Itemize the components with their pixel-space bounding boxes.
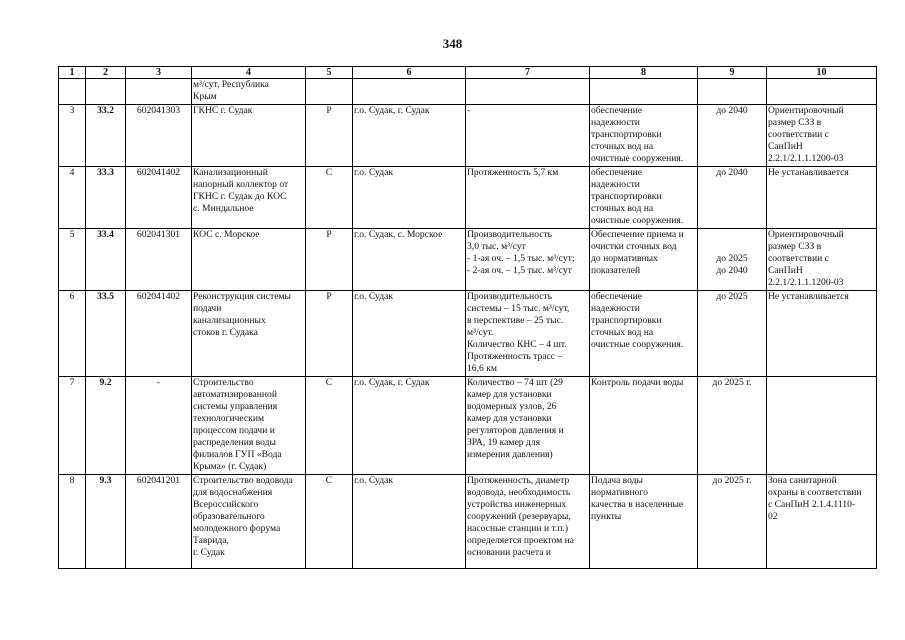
column-header-1: 1 (59, 67, 86, 79)
column-header-8: 8 (590, 67, 698, 79)
cell-line: Ориентировочный (768, 229, 844, 240)
characteristics-cell (466, 291, 590, 377)
location-cell (353, 105, 466, 167)
planning-table (58, 66, 877, 569)
term-cell (698, 229, 767, 291)
table-body (59, 79, 877, 569)
cell-line: подачи (193, 303, 222, 314)
cell-line: г.о. Судак (354, 475, 393, 486)
table-row (59, 475, 877, 569)
cell-line: до 2040 (716, 265, 748, 276)
row-number-cell: 5 (59, 229, 86, 291)
characteristics-cell (466, 377, 590, 475)
cell-line: транспортировки (591, 315, 662, 326)
object-code-cell: 602041402 (126, 167, 192, 229)
cell-line: измерения давления) (467, 449, 553, 460)
row-number-cell: 7 (59, 377, 86, 475)
cell-line: транспортировки (591, 129, 662, 140)
cell-line: 16,6 км (467, 363, 497, 374)
cell-line: соответствии с (768, 129, 829, 140)
cell-line: до нормативных (591, 253, 658, 264)
cell-line: до 2040 (716, 167, 748, 178)
cell-line: с СанПиН 2.1.4.1110- (768, 499, 856, 510)
cell-line: напорный коллектор от (193, 179, 289, 190)
cell-line: Крыма» (г. Судак) (193, 461, 267, 472)
cell-line: Производительность (467, 291, 553, 302)
cell-line: до 2040 (716, 105, 748, 116)
cell-line: канализационных (193, 315, 266, 326)
cell-line: водовода, необходимость (467, 487, 571, 498)
cell-line: Количество КНС – 4 шт. (467, 339, 567, 350)
cell-line: насосные станции и т.п.) (467, 523, 569, 534)
status-type-cell: Р (306, 105, 353, 167)
cell-line: г.о. Судак, г. Судак (354, 105, 430, 116)
cell-line: Строительство (193, 377, 254, 388)
cell-line: - (467, 105, 471, 116)
purpose-cell (590, 167, 698, 229)
cell-line: очистные сооружения. (591, 215, 684, 226)
cell-line: определяется проектом на (467, 535, 575, 546)
cell-line: до 2025 (716, 291, 748, 302)
cell-line: г. Судак (193, 547, 225, 558)
purpose-cell (590, 105, 698, 167)
cell-line: Количество – 74 шт (29 (467, 377, 563, 388)
status-type-cell: С (306, 377, 353, 475)
cell-line: СанПиН (768, 265, 803, 276)
cell-line: охраны в соответствии (768, 487, 862, 498)
object-name-cell (192, 475, 306, 569)
cell-line: обеспечение (591, 291, 643, 302)
purpose-cell (590, 291, 698, 377)
column-header-2: 2 (86, 67, 126, 79)
cell-line: г.о. Судак (354, 291, 393, 302)
page-number: 348 (442, 36, 463, 51)
object-name-cell (192, 105, 306, 167)
cell-line: технологическим (193, 413, 265, 424)
purpose-cell (590, 475, 698, 569)
cell-line: молодежного форума (193, 523, 281, 534)
term-cell (698, 167, 767, 229)
cell-line: очистные сооружения. (591, 339, 684, 350)
cell-line: Не устанавливается (768, 167, 849, 178)
header-row (59, 67, 877, 79)
cell-line: распределения воды (193, 437, 276, 448)
row-number-cell: 6 (59, 291, 86, 377)
cell-line: ГКНС г. Судак до КОС (193, 191, 287, 202)
cell-line: Зона санитарной (768, 475, 837, 486)
location-cell (353, 377, 466, 475)
cell-line: Реконструкция системы (193, 291, 291, 302)
cell-line: образовательного (193, 511, 265, 522)
subsection-cell: 33.4 (86, 229, 126, 291)
column-header-5: 5 (306, 67, 353, 79)
cell-line: м³/сут. (467, 327, 494, 338)
purpose-cell (590, 229, 698, 291)
location-cell (353, 475, 466, 569)
cell-line: камер для установки (467, 413, 552, 424)
object-code-cell: 602041402 (126, 291, 192, 377)
term-cell (698, 377, 767, 475)
cell-line: КОС с. Морское (193, 229, 260, 240)
cell-line: сточных вод на (591, 141, 654, 152)
zone-cell (767, 377, 877, 475)
cell-line: транспортировки (591, 191, 662, 202)
cell-line: Таврида, (193, 535, 229, 546)
location-cell (353, 229, 466, 291)
object-code-cell: - (126, 377, 192, 475)
purpose-cell (590, 377, 698, 475)
cell-line: обеспечение (591, 167, 643, 178)
cell-line: Протяженность, диаметр (467, 475, 570, 486)
characteristics-cell (466, 105, 590, 167)
cell-line: 3,0 тыс. м³/сут (467, 241, 526, 252)
cell-line (699, 229, 765, 241)
cell-line: очистки сточных вод (591, 241, 677, 252)
cell-line: нормативного (591, 487, 648, 498)
zone-cell (767, 475, 877, 569)
cell-line: Обеспечение приема и (591, 229, 684, 240)
cell-line: стоков г. Судака (193, 327, 258, 338)
cell-line: пункты (591, 511, 622, 522)
cell-line: обеспечение (591, 105, 643, 116)
cell-line: сточных вод на (591, 327, 654, 338)
cell-line: сточных вод на (591, 203, 654, 214)
object-name-cell (192, 377, 306, 475)
cell-line: Не устанавливается (768, 291, 849, 302)
column-header-7: 7 (466, 67, 590, 79)
cell-line: до 2025 г. (712, 475, 752, 486)
location-cell (353, 167, 466, 229)
cell-line: соответствии с (768, 253, 829, 264)
status-type-cell: Р (306, 291, 353, 377)
zone-cell (767, 291, 877, 377)
object-name-cell (192, 167, 306, 229)
cell-line: СанПиН (768, 141, 803, 152)
cell-line: качества в населенные (591, 499, 684, 510)
cell-line: системы управления (193, 401, 278, 412)
cell-line: г.о. Судак, с. Морское (354, 229, 443, 240)
object-name-cell (192, 291, 306, 377)
cell-line: надежности (591, 117, 640, 128)
cell-line: основании расчета и (467, 547, 551, 558)
characteristics-cell (466, 475, 590, 569)
subsection-cell: 9.2 (86, 377, 126, 475)
characteristics-cell (466, 167, 590, 229)
cell-line: сооружений (резервуары, (467, 511, 571, 522)
zone-cell (767, 167, 877, 229)
cell-line: Подача воды (591, 475, 643, 486)
cell-line: г.о. Судак, г. Судак (354, 377, 430, 388)
cell-line: надежности (591, 179, 640, 190)
cell-line: водомерных узлов, 26 (467, 401, 557, 412)
cell-line: до 2025 (716, 253, 748, 264)
cell-line: автоматизированной (193, 389, 277, 400)
table-row (59, 377, 877, 475)
subsection-cell: 33.3 (86, 167, 126, 229)
cell-line: 2.2.1/2.1.1.1200-03 (768, 153, 844, 164)
row-number-cell: 3 (59, 105, 86, 167)
object-name-cell (192, 229, 306, 291)
continuation-name-cell (192, 79, 306, 105)
column-header-10: 10 (767, 67, 877, 79)
table-row (59, 229, 877, 291)
cell-line: г.о. Судак (354, 167, 393, 178)
table-row (59, 105, 877, 167)
zone-cell (767, 229, 877, 291)
object-code-cell: 602041301 (126, 229, 192, 291)
status-type-cell: Р (306, 229, 353, 291)
cell-line: Производительность (467, 229, 553, 240)
cell-line: Крым (193, 91, 217, 102)
subsection-cell: 33.5 (86, 291, 126, 377)
cell-line: показателей (591, 265, 641, 276)
cell-line: - 2-ая оч. – 1,5 тыс. м³/сут (467, 265, 572, 276)
status-type-cell: С (306, 167, 353, 229)
cell-line: камер для установки (467, 389, 552, 400)
location-cell (353, 291, 466, 377)
term-cell (698, 105, 767, 167)
cell-line: 02 (768, 511, 778, 522)
subsection-cell: 9.3 (86, 475, 126, 569)
characteristics-cell (466, 229, 590, 291)
cell-line (768, 377, 875, 389)
cell-line: размер СЗЗ в (768, 241, 822, 252)
term-cell (698, 291, 767, 377)
cell-line: ЗРА, 19 камер для (467, 437, 541, 448)
table-row (59, 291, 877, 377)
row-number-cell: 4 (59, 167, 86, 229)
cell-line: системы – 15 тыс. м³/сут, (467, 303, 570, 314)
column-header-3: 3 (126, 67, 192, 79)
cell-line: процессом подачи и (193, 425, 275, 436)
cell-line: в перспективе – 25 тыс. (467, 315, 564, 326)
object-code-cell: 602041303 (126, 105, 192, 167)
cell-line: до 2025 г. (712, 377, 752, 388)
cell-line: размер СЗЗ в (768, 117, 822, 128)
column-header-4: 4 (192, 67, 306, 79)
cell-line: филиалов ГУП «Вода (193, 449, 282, 460)
cell-line: 2.2.1/2.1.1.1200-03 (768, 277, 844, 288)
cell-line: регуляторов давления и (467, 425, 564, 436)
column-header-9: 9 (698, 67, 767, 79)
cell-line: с. Миндальное (193, 203, 254, 214)
cell-line: - 1-ая оч. – 1,5 тыс. м³/сут; (467, 253, 575, 264)
cell-line: Протяженность 5,7 км (467, 167, 559, 178)
table-row (59, 167, 877, 229)
cell-line: Контроль подачи воды (591, 377, 684, 388)
cell-line: для водоснабжения (193, 487, 273, 498)
cell-line: ГКНС г. Судак (193, 105, 253, 116)
continuation-row (59, 79, 877, 105)
zone-cell (767, 105, 877, 167)
cell-line: очистные сооружения. (591, 153, 684, 164)
cell-line: Ориентировочный (768, 105, 844, 116)
cell-line: Всероссийского (193, 499, 259, 510)
object-code-cell: 602041201 (126, 475, 192, 569)
subsection-cell: 33.2 (86, 105, 126, 167)
term-cell (698, 475, 767, 569)
cell-line: м³/сут, Республика (193, 79, 269, 90)
row-number-cell: 8 (59, 475, 86, 569)
cell-line: надежности (591, 303, 640, 314)
column-header-6: 6 (353, 67, 466, 79)
cell-line: Протяженность трасс – (467, 351, 563, 362)
cell-line: Канализационный (193, 167, 268, 178)
cell-line (699, 241, 765, 253)
cell-line: устройства инженерных (467, 499, 567, 510)
cell-line: Строительство водовода (193, 475, 293, 486)
status-type-cell: С (306, 475, 353, 569)
